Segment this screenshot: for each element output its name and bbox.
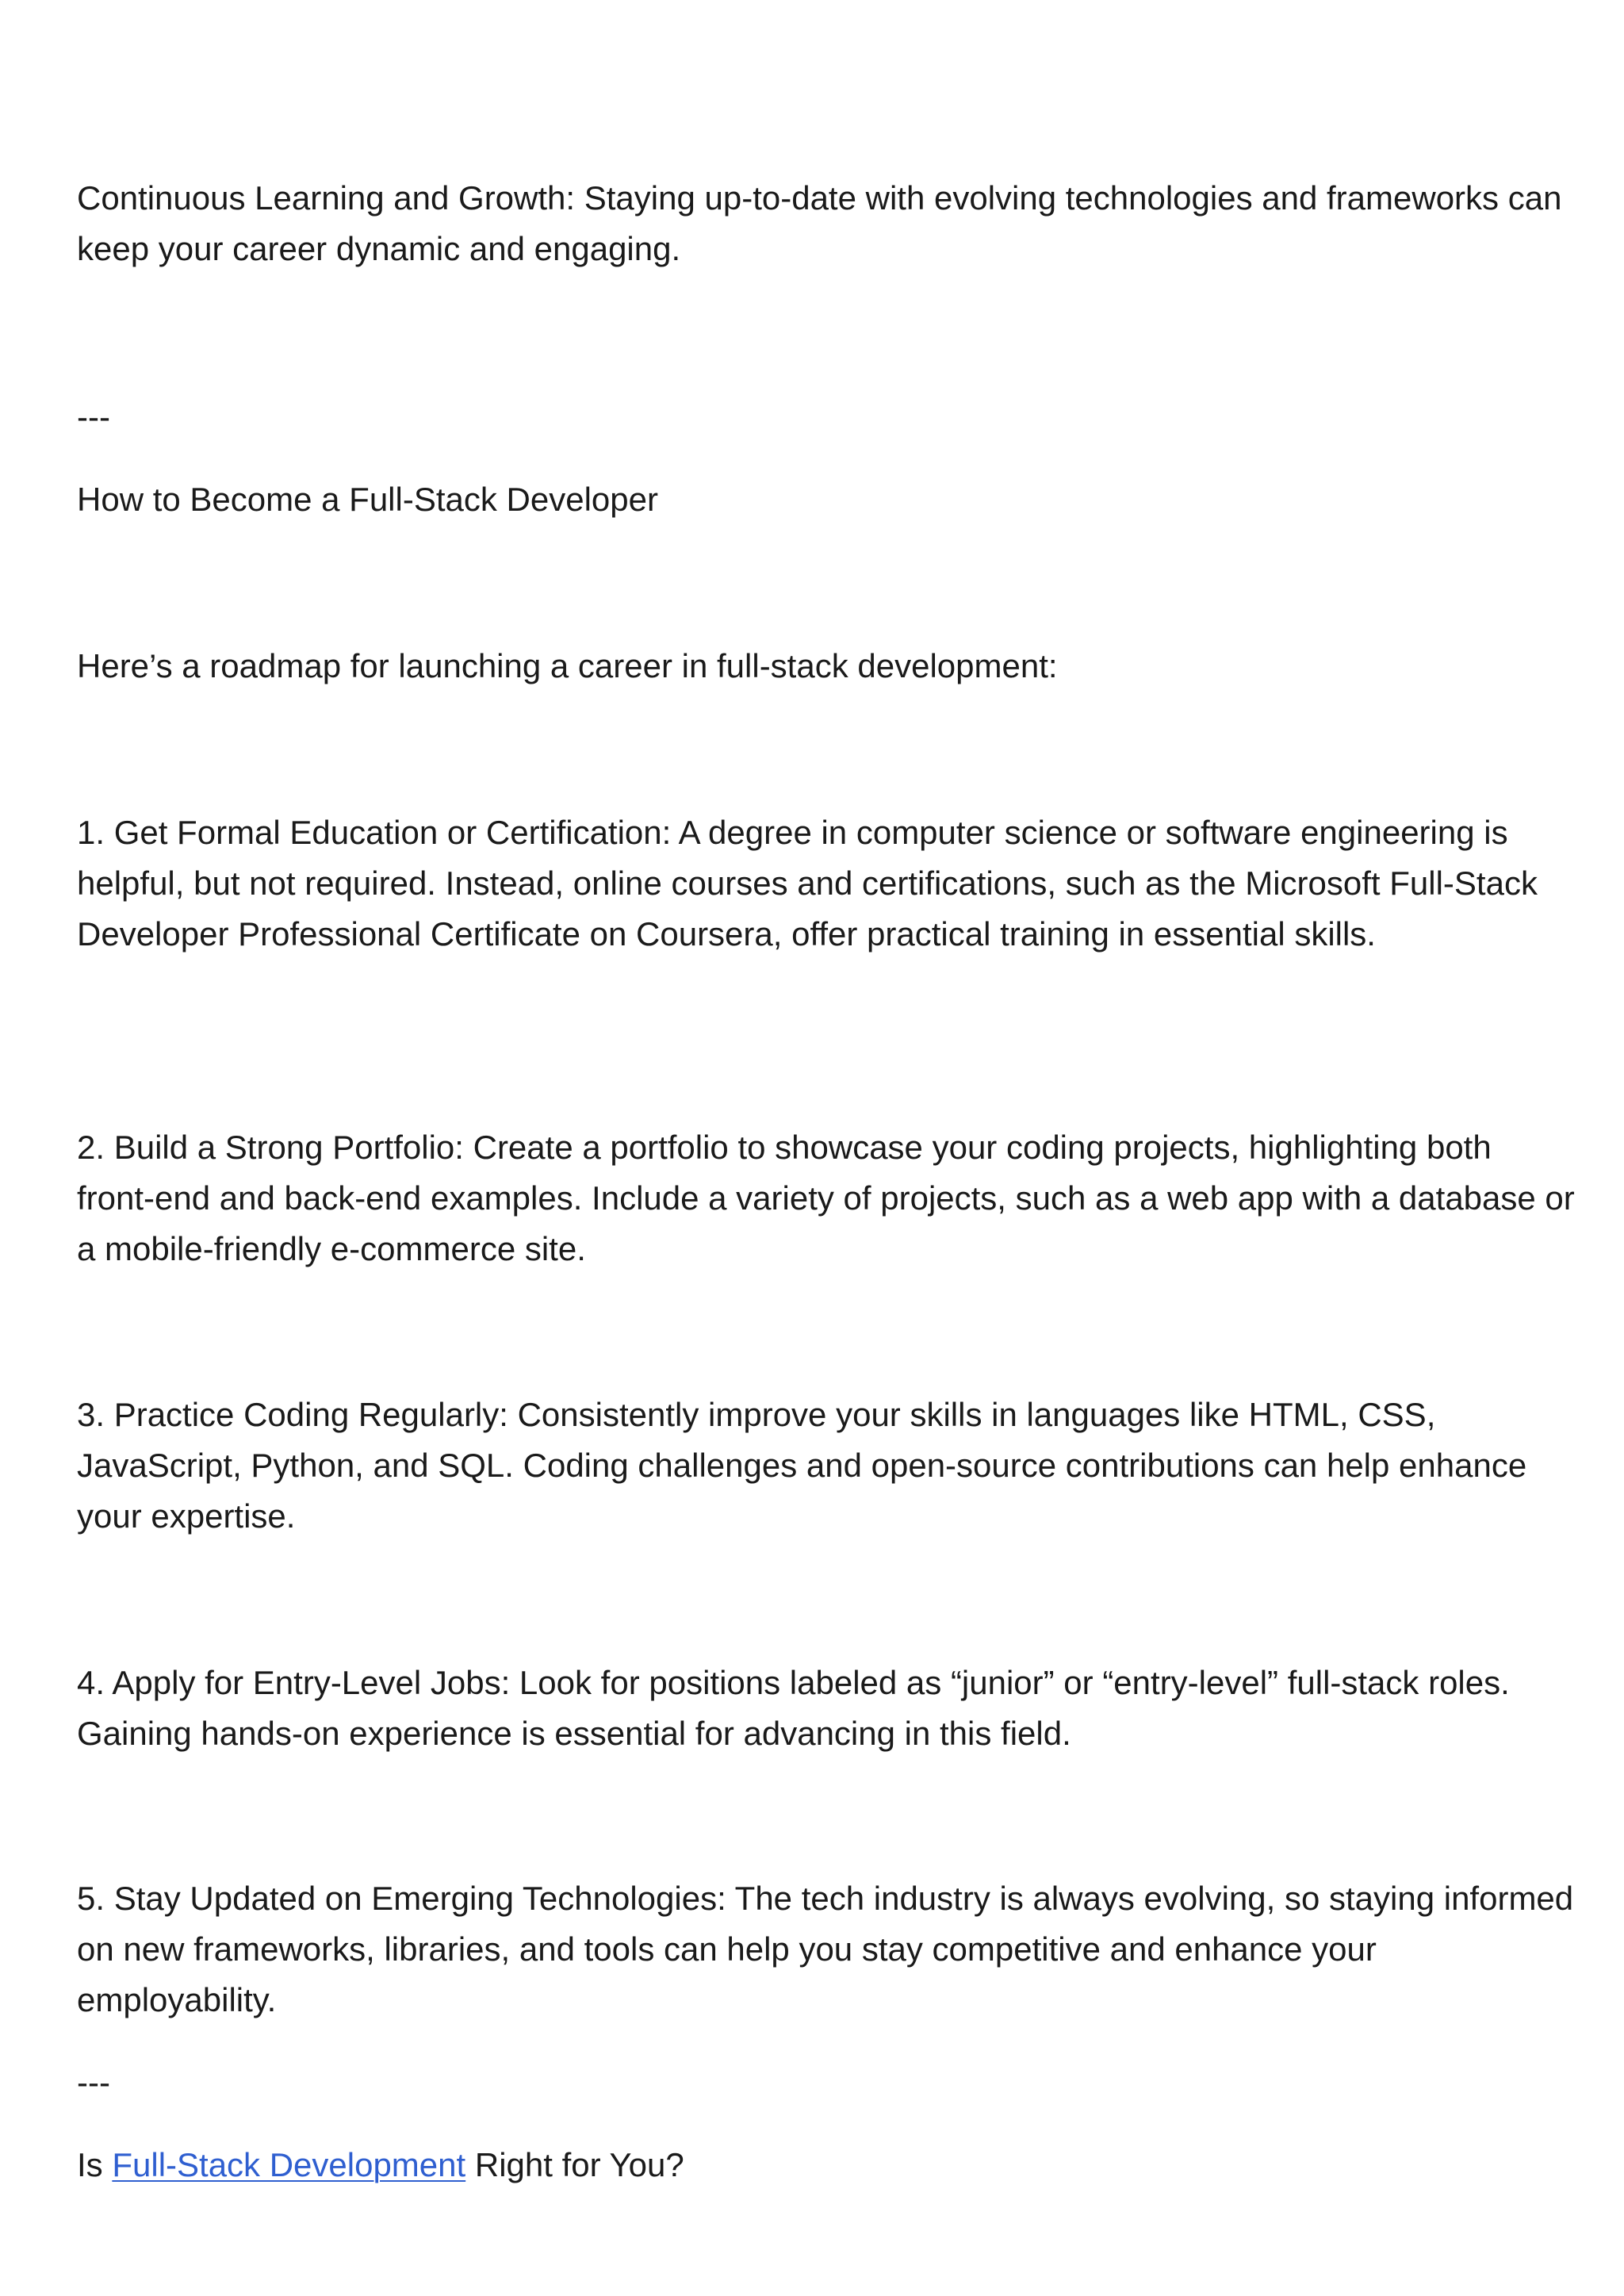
separator-1: --- bbox=[77, 398, 110, 435]
roadmap-intro: Here’s a roadmap for launching a career in full-stack development: bbox=[77, 647, 1058, 684]
section-heading: How to Become a Full-Stack Developer bbox=[77, 481, 658, 518]
closing-question bbox=[77, 2140, 1576, 2191]
closing-prefix: Is bbox=[77, 2146, 113, 2183]
closing-suffix: Right for You? bbox=[465, 2146, 684, 2183]
paragraph-continuous-learning: Continuous Learning and Growth: Staying up-to-date with evolving technologies and frameworks can keep your career dynamic and engaging. bbox=[77, 179, 1562, 267]
roadmap-step-4: 4. Apply for Entry-Level Jobs: Look for positions labeled as “junior” or “entry-level” full-stack roles. Gaining hands-on experience is essential for advancing in this field. bbox=[77, 1664, 1510, 1752]
roadmap-step-1: 1. Get Formal Education or Certification: A degree in computer science or software engineering is helpful, but not required. Instead, online courses and certifications, such as the Microsoft Full-Stack Developer Professional Certificate on Coursera, offer practical training in essential skills. bbox=[77, 814, 1538, 953]
full-stack-development-link[interactable]: Full-Stack Development bbox=[112, 2146, 466, 2183]
roadmap-step-5: 5. Stay Updated on Emerging Technologies: The tech industry is always evolving, so staying informed on new frameworks, libraries, and tools can help you stay competitive and enhance your employability. bbox=[77, 1880, 1574, 2018]
roadmap-step-2: 2. Build a Strong Portfolio: Create a portfolio to showcase your coding projects, highlighting both front-end and back-end examples. Include a variety of projects, such as a web app with a database or a mobile-friendly e-commerce site. bbox=[77, 1129, 1575, 1267]
roadmap-step-3: 3. Practice Coding Regularly: Consistently improve your skills in languages like HTML, CSS, JavaScript, Python, and SQL. Coding challenges and open-source contributions can help enhance your expertise. bbox=[77, 1396, 1527, 1535]
separator-2: --- bbox=[77, 2064, 110, 2101]
